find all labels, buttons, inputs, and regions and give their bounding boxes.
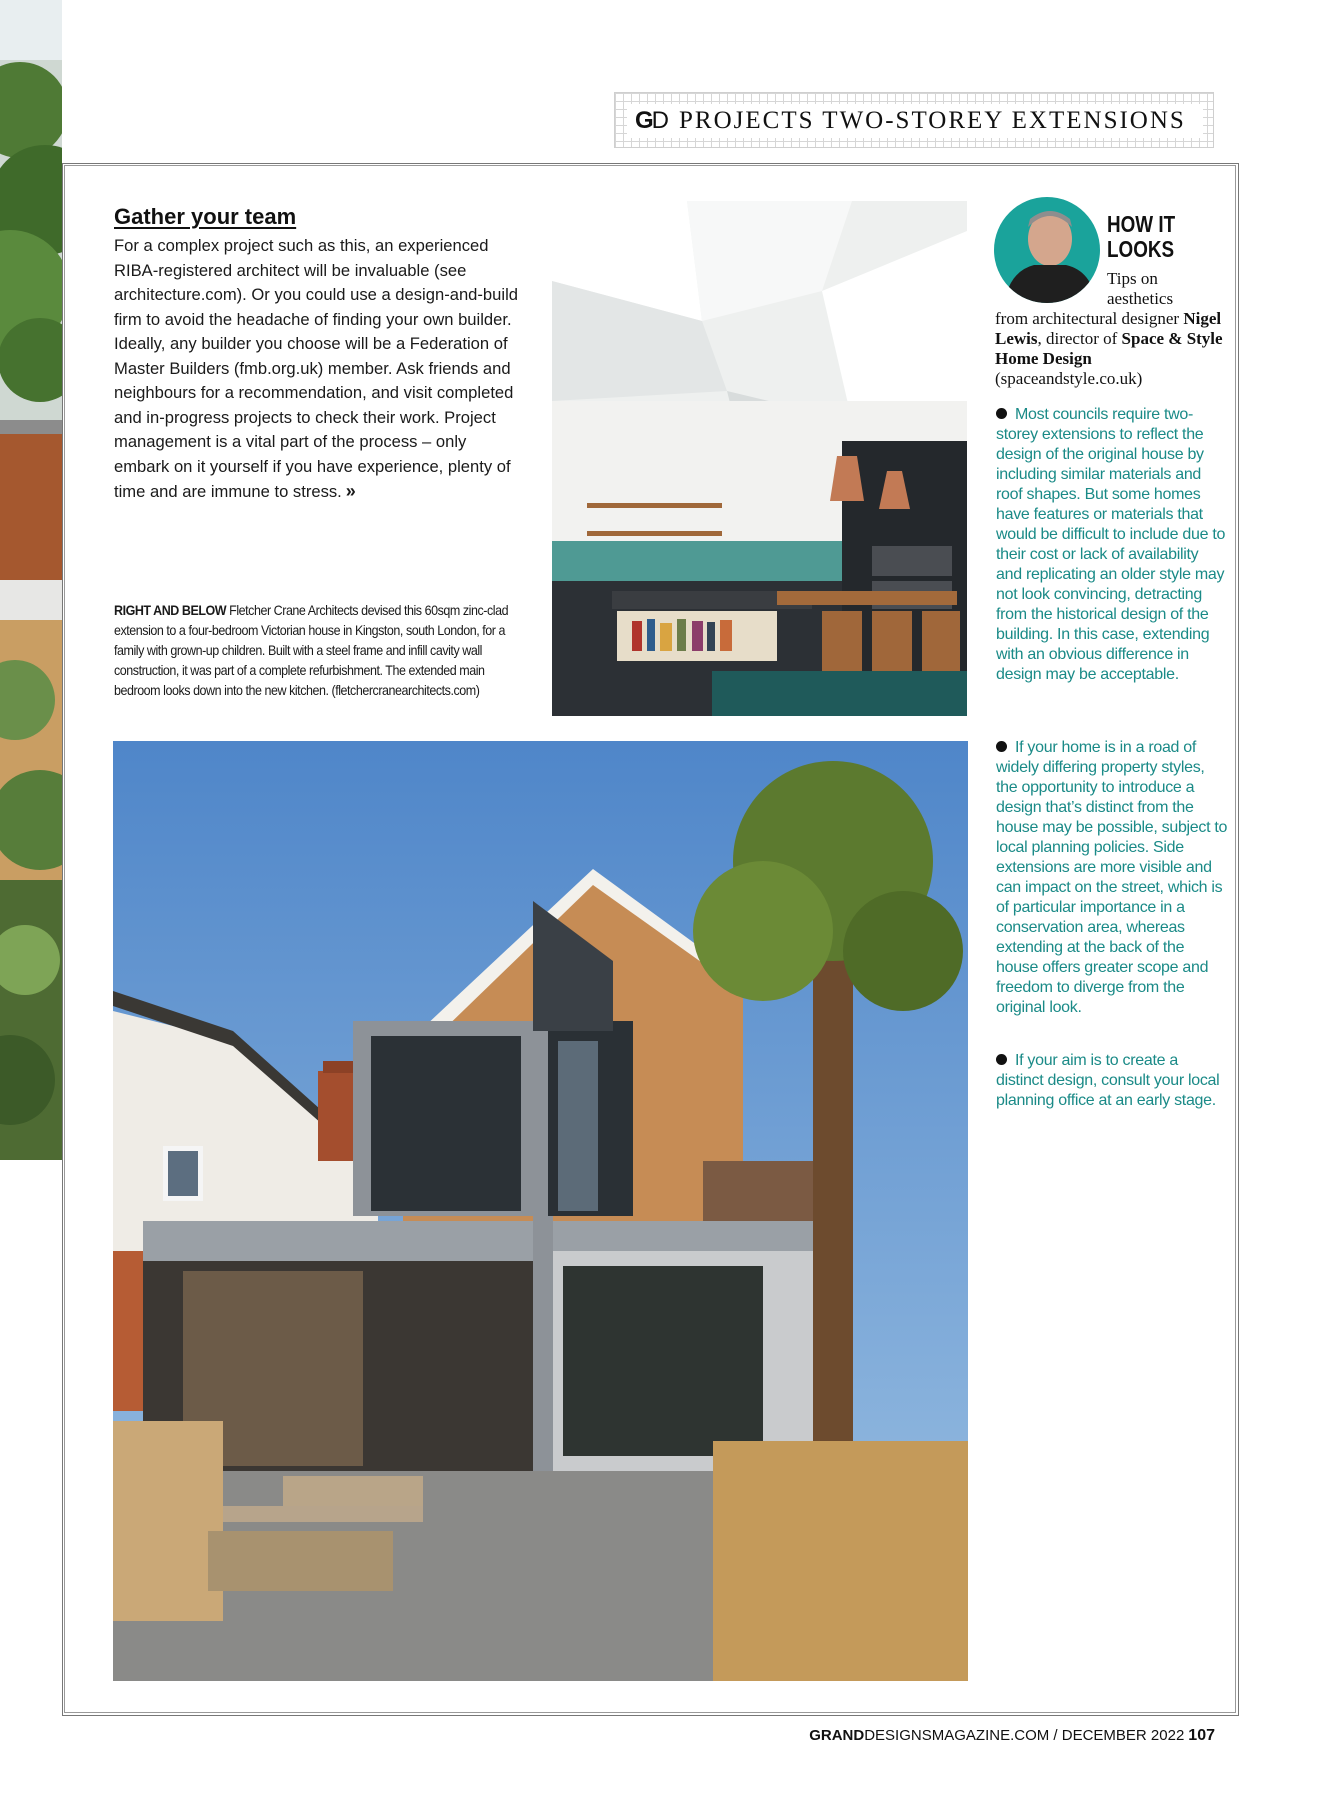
bullet-icon (996, 741, 1007, 752)
page-number: 107 (1188, 1727, 1215, 1744)
caption-text: Fletcher Crane Architects devised this 60sqm zinc-clad extension to a four-bedroom Victorian house in Kingston, south London, for a family with grown-up children. Built with a steel frame and infill cavity wall construction, it was part of a complete refurbishment. The extended main bedroom looks down into the new kitchen. (fletchercranearchitects.com) (114, 603, 509, 698)
tip-text: If your home is in a road of widely differing property styles, the opportunity to introduce a design that’s distinct from the house may be possible, subject to local planning policies. Side extensions are more visible and can impact on the street, which is of particular importance in a conservation area, whereas extending at the back of the house offers greater scope and freedom to diverge from the original look. (996, 739, 1228, 1016)
footer-site: DESIGNSMAGAZINE.COM / DECEMBER 2022 (864, 1727, 1185, 1744)
gd-logo: GD (635, 107, 668, 134)
photo-caption (114, 601, 533, 701)
sidebar-title-line1: HOW IT (1107, 211, 1176, 237)
bullet-icon (996, 1054, 1007, 1065)
tip-item (996, 1051, 1228, 1111)
designer-name: Nigel Lewis (995, 309, 1222, 348)
article-heading: Gather your team (114, 204, 297, 229)
sidebar-title-line2: LOOKS (1107, 236, 1175, 262)
caption-lead: RIGHT AND BELOW (114, 603, 227, 618)
tip-item (996, 405, 1228, 685)
section-title: PROJECTS TWO-STOREY EXTENSIONS (679, 107, 1186, 134)
sidebar-title (1107, 212, 1197, 262)
tip-item (996, 738, 1228, 1018)
footer-brand: GRAND (809, 1727, 865, 1744)
sidebar-intro (995, 309, 1225, 389)
page-footer (809, 1727, 1215, 1745)
designer-portrait (994, 197, 1100, 303)
sidebar-tips-label: Tips on aesthetics (1107, 269, 1174, 308)
kitchen-photo (552, 201, 967, 716)
section-header (614, 92, 1214, 148)
article-body (114, 234, 524, 505)
intro-text: from architectural designer (995, 309, 1184, 328)
company-url: (spaceandstyle.co.uk) (995, 369, 1143, 388)
intro-text-mid: , director of (1037, 329, 1122, 348)
continue-marker: » (345, 481, 356, 501)
bullet-icon (996, 408, 1007, 419)
tip-text: If your aim is to create a distinct design, consult your local planning office at an early stage. (996, 1052, 1220, 1109)
exterior-photo (113, 741, 968, 1681)
article-body-text: For a complex project such as this, an experienced RIBA-registered architect will be invaluable (see architecture.com). Or you could use a design-and-build firm to avoid the headache of finding your own builder. Ideally, any builder you choose will be a Federation of Master Builders (fmb.org.uk) member. Ask friends and neighbours for a recommendation, and visit completed and in-progress projects to check their work. Project management is a vital part of the process – only embark on it yourself if you have experience, plenty of time and are immune to stress. (114, 236, 518, 501)
company-name: Space & Style Home Design (995, 329, 1223, 368)
tip-text: Most councils require two-storey extensions to reflect the design of the original house by including similar materials and roof shapes. But some homes have features or materials that would be difficult to include due to their cost or lack of availability and replicating an older style may not look convincing, detracting from the historical design of the building. In this case, extending with an obvious difference in design may be acceptable. (996, 406, 1226, 683)
left-bleed-photo (0, 0, 62, 1160)
